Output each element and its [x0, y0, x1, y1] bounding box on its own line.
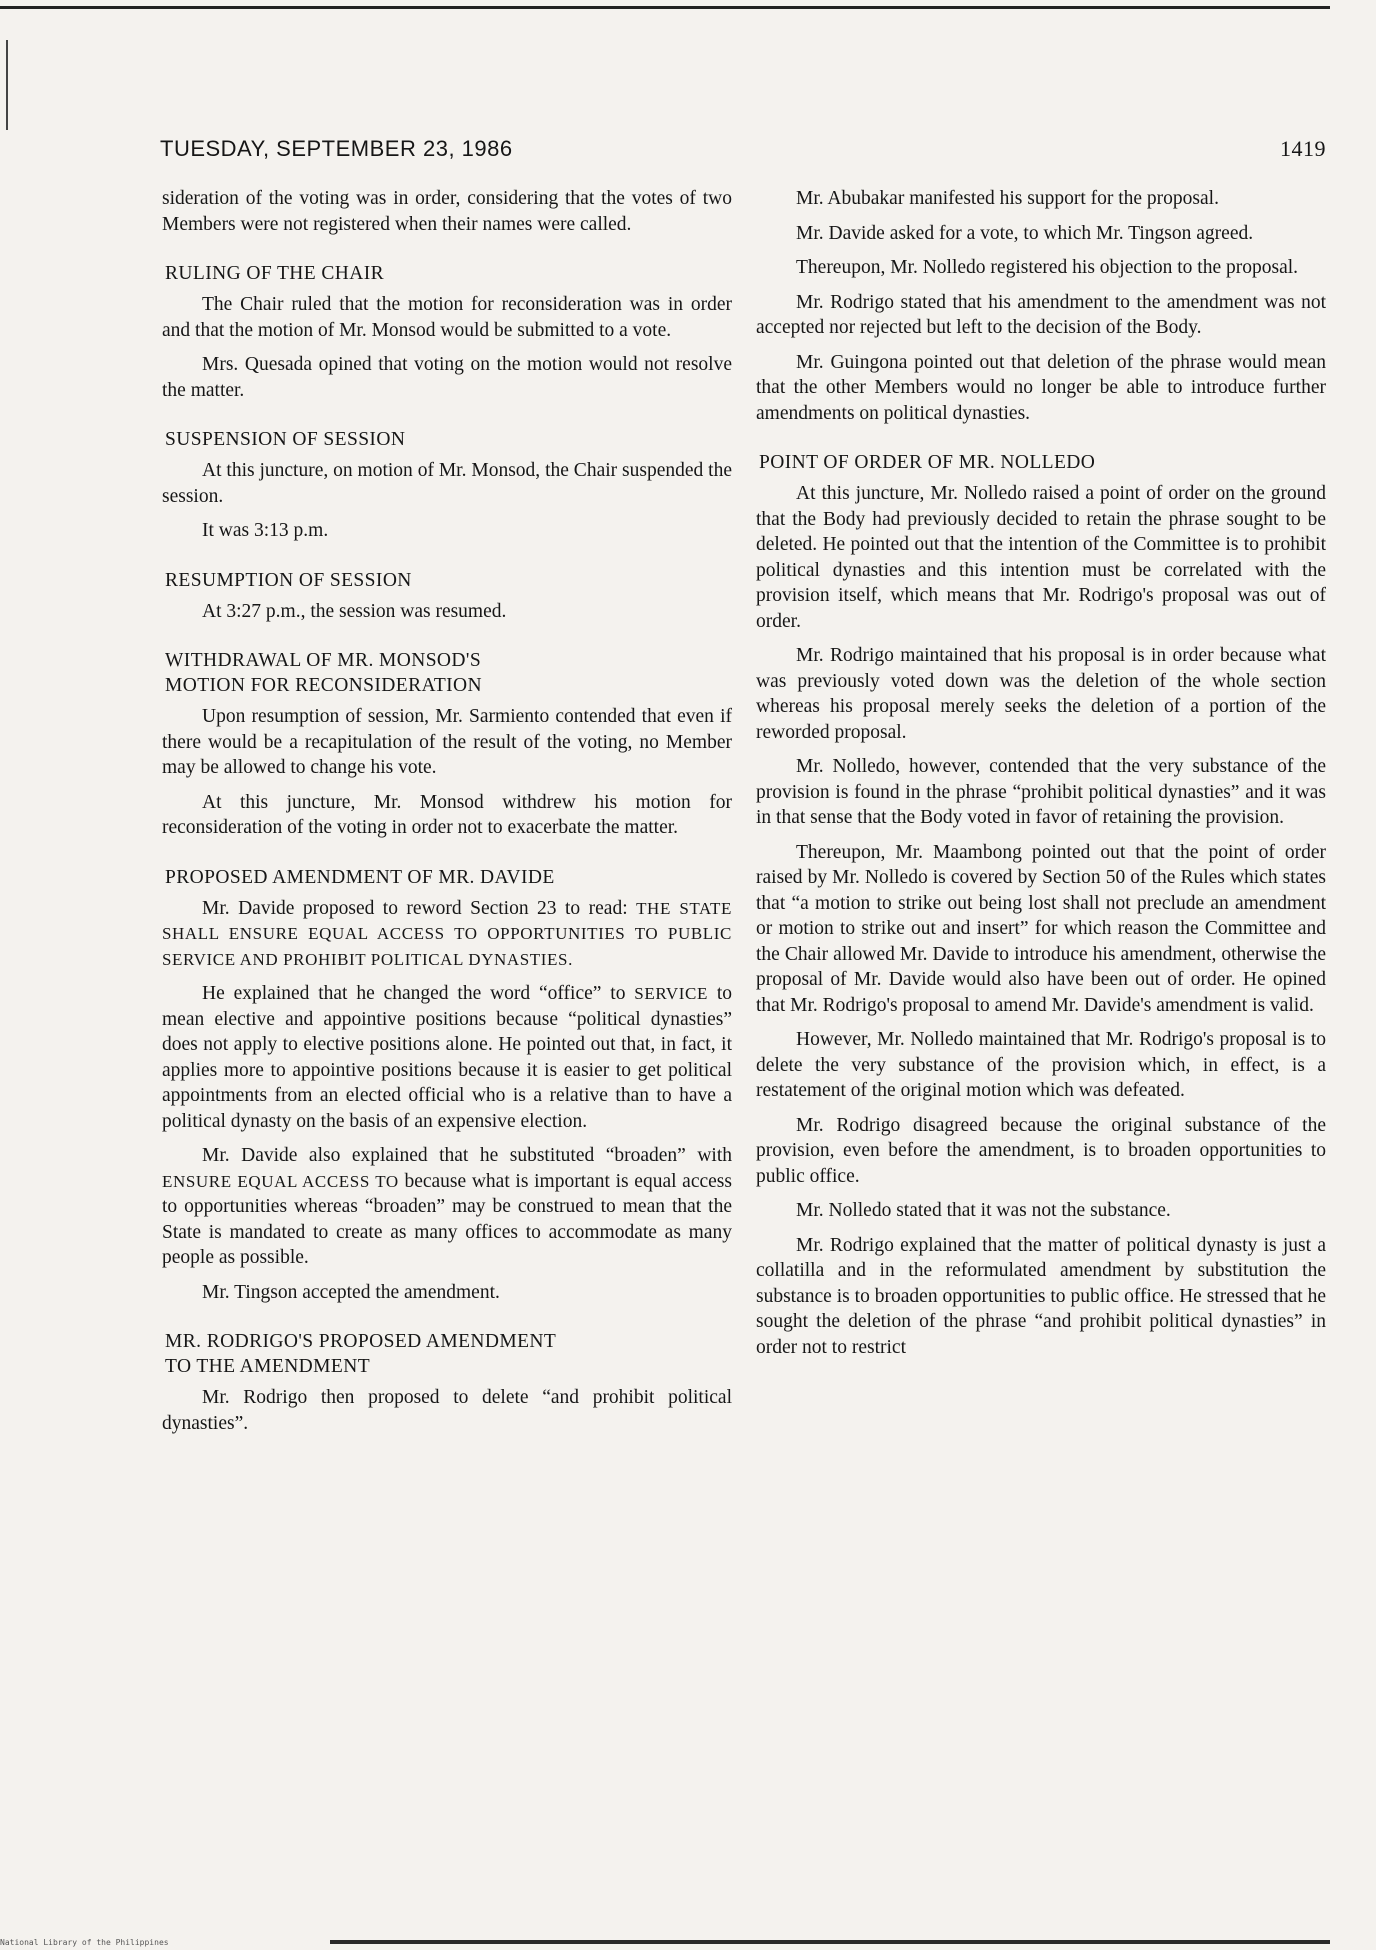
left-column — [162, 186, 732, 1445]
section-heading-withdrawal — [165, 648, 732, 698]
proposed-word: SERVICE — [634, 984, 708, 1003]
paragraph: Thereupon, Mr. Maambong pointed out that the point of order raised by Mr. Nolledo is covered by Section 50 of the Rules which states that “a motion to strike out being lost shall not preclude an amendment or motion to strike out and insert” for which reason the Committee and the Chair allowed Mr. Davide to introduce his amendment, otherwise the proposal of Mr. Davide would also have been out of order. He opined that Mr. Rodrigo's proposal to amend Mr. Davide's amendment is valid. — [756, 841, 1326, 1016]
paragraph: Thereupon, Mr. Nolledo registered his objection to the proposal. — [796, 257, 1299, 278]
section-heading-davide: PROPOSED AMENDMENT OF MR. DAVIDE — [165, 866, 555, 888]
heading-line: WITHDRAWAL OF MR. MONSOD'S — [165, 650, 482, 671]
text-run: because what is important is equal access to opportunities whereas “broaden” may be construed to mean that the State is mandated to create as many offices to accommodate as many people as possible. — [162, 1170, 732, 1268]
bottom-rule — [330, 1940, 1330, 1944]
paragraph: Mr. Nolledo, however, contended that the very substance of the provision is found in the phrase “prohibit political dynasties” and it was in that sense that the Body voted in favor of retaining the provision. — [756, 756, 1326, 828]
paragraph — [162, 1143, 732, 1271]
paragraph: At 3:27 p.m., the session was resumed. — [202, 600, 507, 622]
paragraph: Mr. Rodrigo maintained that his proposal is in order because what was previously voted down was the deletion of the whole section whereas his proposal merely seeks the deletion of a portion of the reworded proposal. — [756, 645, 1326, 743]
paragraph: Mr. Guingona pointed out that deletion of the phrase would mean that the other Members would no longer be able to introduce further amendments on political dynasties. — [756, 351, 1326, 424]
text-run: Mr. Davide proposed to reword Section 23 to read: — [202, 897, 637, 919]
scan-footer — [0, 1912, 1376, 1950]
paragraph: At this juncture, Mr. Monsod withdrew his motion for reconsideration of the voting in order not to exacerbate the matter. — [162, 791, 732, 838]
paragraph: At this juncture, on motion of Mr. Monsod, the Chair suspended the session. — [162, 460, 732, 507]
page-header — [160, 128, 1326, 162]
text-run: to mean elective and appointive positions because “political dynasties” does not apply to elective positions alone. He pointed out that, in fact, it applies more to appointive positions because it is easier to get political appointments from an elected official who is a relative than to have a political dynasty on the basis of an expensive election. — [162, 983, 733, 1132]
paragraph: The Chair ruled that the motion for reconsideration was in order and that the motion of Mr. Monsod would be submitted to a vote. — [162, 294, 732, 341]
section-heading-ruling: RULING OF THE CHAIR — [165, 263, 385, 284]
section-heading-rodrigo — [165, 1329, 732, 1379]
paragraph: Mr. Rodrigo explained that the matter of political dynasty is just a collatilla and in the reformulated amendment by substitution the substance is to broaden opportunities to public office. He stressed that he sought the deletion of the phrase “and prohibit political dynasties” in order not to restrict — [756, 1234, 1326, 1358]
paragraph: Mr. Nolledo stated that it was not the substance. — [796, 1200, 1171, 1221]
paragraph: Mr. Rodrigo disagreed because the original substance of the provision, even before the amendment, is to broaden opportunities to public office. — [756, 1114, 1326, 1187]
header-date: TUESDAY, SEPTEMBER 23, 1986 — [160, 136, 513, 161]
paragraph: It was 3:13 p.m. — [202, 520, 329, 541]
page-number: 1419 — [1280, 136, 1326, 161]
paragraph: Mr. Tingson accepted the amendment. — [202, 1281, 500, 1303]
paragraph: Mrs. Quesada opined that voting on the motion would not resolve the matter. — [162, 354, 732, 401]
paragraph: However, Mr. Nolledo maintained that Mr. Rodrigo's proposal is to delete the very substance of the provision which, in effect, is a restatement of the original motion which was defeated. — [756, 1029, 1326, 1101]
paragraph: Mr. Rodrigo stated that his amendment to the amendment was not accepted nor rejected but left to the decision of the Body. — [756, 291, 1326, 338]
top-rule — [0, 6, 1330, 9]
section-heading-resumption: RESUMPTION OF SESSION — [165, 569, 412, 591]
paragraph — [162, 981, 732, 1134]
footer-text: National Library of the Philippines — [0, 1938, 169, 1947]
section-heading-suspension: SUSPENSION OF SESSION — [165, 429, 406, 450]
paragraph: Mr. Davide asked for a vote, to which Mr. Tingson agreed. — [796, 222, 1254, 244]
proposed-phrase: ENSURE EQUAL ACCESS TO — [162, 1171, 399, 1191]
heading-line: MR. RODRIGO'S PROPOSED AMENDMENT — [165, 1331, 557, 1352]
text-run: He explained that he changed the word “office” to — [202, 983, 635, 1004]
right-column — [756, 186, 1326, 1369]
text-run: Mr. Davide also explained that he substituted “broaden” with — [202, 1145, 732, 1166]
scan-edge-mark — [6, 40, 8, 130]
proposed-text: THE STATE SHALL ENSURE EQUAL ACCESS TO OPPORTUNITIES TO PUBLIC SERVICE AND PROHIBIT POLITICAL DYNASTIES. — [162, 898, 732, 969]
paragraph: Mr. Rodrigo then proposed to delete “and prohibit political dynasties”. — [162, 1387, 732, 1434]
paragraph: sideration of the voting was in order, considering that the votes of two Members were not registered when their names were called. — [162, 188, 732, 235]
heading-line: TO THE AMENDMENT — [165, 1356, 371, 1377]
heading-line: MOTION FOR RECONSIDERATION — [165, 675, 482, 696]
paragraph: Upon resumption of session, Mr. Sarmiento contended that even if there would be a recapitulation of the result of the voting, no Member may be allowed to change his vote. — [162, 706, 732, 778]
section-heading-point-of-order: POINT OF ORDER OF MR. NOLLEDO — [759, 452, 1096, 473]
paragraph: At this juncture, Mr. Nolledo raised a point of order on the ground that the Body had previously decided to retain the phrase sought to be deleted. He pointed out that the intention of the Committee is to prohibit political dynasties and this intention must be correlated with the provision itself, which means that Mr. Rodrigo's proposal was out of order. — [756, 483, 1326, 632]
paragraph — [162, 896, 732, 973]
paragraph: Mr. Abubakar manifested his support for the proposal. — [796, 188, 1219, 209]
